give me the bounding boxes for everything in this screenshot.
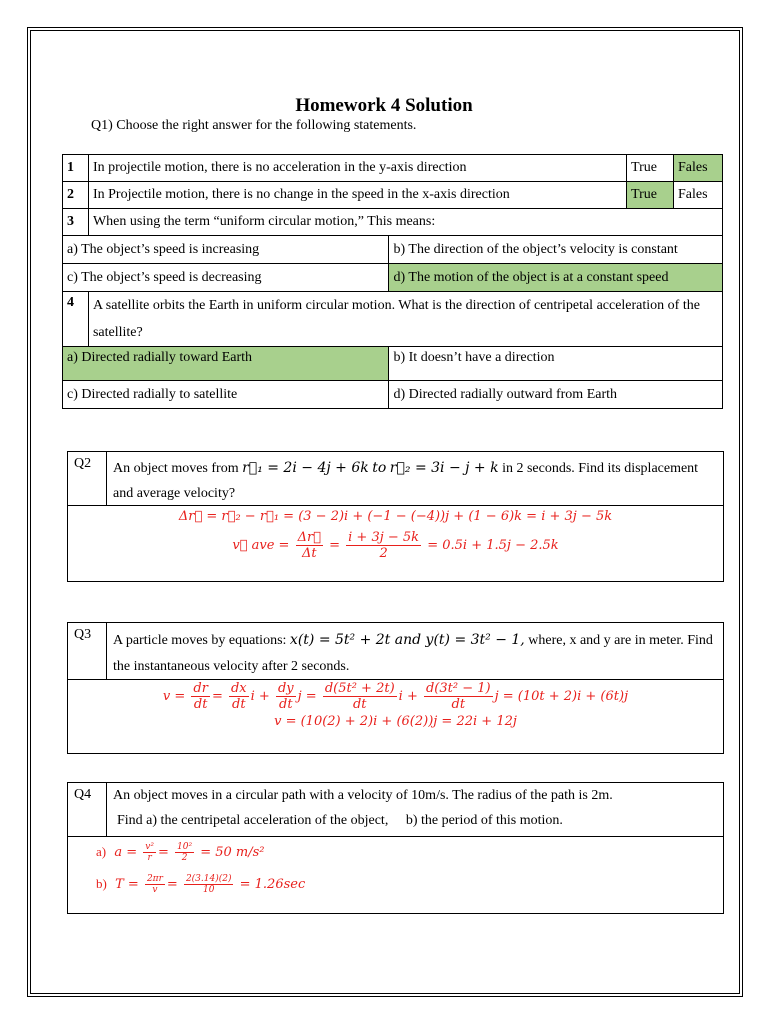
q2-question xyxy=(107,452,723,505)
choice-c: c) The object’s speed is decreasing xyxy=(63,264,389,292)
q4-text-2: Find a) the centripetal acceleration of the object, b) the period of this motion. xyxy=(117,813,563,828)
denominator: dt xyxy=(193,697,208,712)
v-eq: v = xyxy=(162,689,186,704)
numerator: v² xyxy=(145,842,154,852)
q2-frac-1 xyxy=(296,530,323,561)
numerator: dy xyxy=(277,681,294,696)
denominator: dt xyxy=(279,697,293,712)
q4-label: Q4 xyxy=(68,783,107,836)
q3-text-a: A particle moves by equations: xyxy=(113,633,287,648)
denominator: v xyxy=(152,885,158,895)
a-result: = 50 m/s² xyxy=(200,845,265,860)
option-false-selected: Fales xyxy=(673,155,722,182)
a-eq: a = xyxy=(114,845,138,860)
t-eq: T = xyxy=(115,877,139,892)
row-number: 1 xyxy=(63,155,89,182)
choice-b: b) The direction of the object’s velocity is constant xyxy=(389,236,723,264)
frac-2pir-v xyxy=(145,874,165,895)
q2-text-b: in 2 seconds. Find its displacement and average velocity? xyxy=(113,461,699,501)
q1-row-4 xyxy=(63,292,723,347)
q2-frac-2 xyxy=(346,530,421,561)
frac-10sq-2 xyxy=(175,842,194,863)
q1-row-2 xyxy=(63,182,723,209)
q1-row-4-ab xyxy=(63,347,723,381)
q1-row-3-ab xyxy=(63,236,723,264)
q1-row-3 xyxy=(63,209,723,236)
q2-text-a: An object moves from xyxy=(113,461,239,476)
frac-dy-dt xyxy=(276,681,296,712)
numerator: dx xyxy=(230,681,247,696)
frac-v2-r xyxy=(143,842,156,863)
t-result: = 1.26sec xyxy=(239,877,306,892)
statement: In Projectile motion, there is no change in the speed in the x-axis direction xyxy=(88,182,626,209)
denominator: r xyxy=(147,853,152,863)
frac-dy-expanded xyxy=(424,681,493,712)
statement: In projectile motion, there is no acceleration in the y-axis direction xyxy=(88,155,626,182)
frac-dr-dt xyxy=(191,681,210,712)
row-number: 2 xyxy=(63,182,89,209)
choice-d: d) Directed radially outward from Earth xyxy=(389,381,723,409)
q2-vave-label: v⃗ ave = xyxy=(232,538,290,553)
q1-intro: Q1) Choose the right answer for the following statements. xyxy=(91,118,417,133)
q1-table xyxy=(62,154,723,409)
option-true-selected: True xyxy=(627,182,674,209)
frac-values xyxy=(184,874,234,895)
option-false: Fales xyxy=(673,182,722,209)
q4-box xyxy=(67,782,724,914)
row-number: 4 xyxy=(63,292,89,347)
q2-vave-result: = 0.5i + 1.5j − 2.5k xyxy=(427,538,559,553)
q3-box xyxy=(67,622,724,754)
choice-b: b) It doesn’t have a direction xyxy=(389,347,723,381)
q3-question xyxy=(107,623,723,679)
denominator: dt xyxy=(232,697,246,712)
q4-text-1: An object moves in a circular path with a velocity of 10m/s. The radius of the path is 2m. xyxy=(113,788,613,803)
i-plus: i + xyxy=(250,689,270,704)
q3-solution xyxy=(68,680,723,729)
numerator: 2πr xyxy=(146,874,163,884)
q3-velocity-result: v = (10(2) + 2)i + (6(2))j = 22i + 12j xyxy=(274,714,517,729)
choice-d-selected: d) The motion of the object is at a constant speed xyxy=(389,264,723,292)
statement: When using the term “uniform circular motion,” This means: xyxy=(88,209,722,236)
denominator: 10 xyxy=(202,885,215,895)
q4-part-a: a) a = $\frac{\text{v²}}{r}$ = $\frac{\text{10²}}{2}$ = 50 m/s² xyxy=(96,842,265,863)
q2-r1: r⃗₁ = 2i − 4j + 6k xyxy=(242,460,369,476)
row-number: 3 xyxy=(63,209,89,236)
numerator: i + 3j − 5k xyxy=(348,530,420,545)
denominator: dt xyxy=(451,697,466,712)
q3-label: Q3 xyxy=(68,623,107,679)
i-plus: i + xyxy=(398,689,418,704)
q1-row-1 xyxy=(63,155,723,182)
q2-solution xyxy=(68,506,723,561)
part-a-label: a) xyxy=(96,844,107,859)
q2-label: Q2 xyxy=(68,452,107,505)
choice-c: c) Directed radially to satellite xyxy=(63,381,389,409)
numerator: 2(3.14)(2) xyxy=(185,874,232,884)
j-eq: j = xyxy=(297,689,317,704)
denominator: dt xyxy=(352,697,367,712)
choice-a-selected: a) Directed radially toward Earth xyxy=(63,347,389,381)
velocity-expression: j = (10t + 2)i + (6t)j xyxy=(494,689,629,704)
numerator: d(5t² + 2t) xyxy=(324,681,395,696)
page-title: Homework 4 Solution xyxy=(295,95,473,116)
choice-a: a) The object’s speed is increasing xyxy=(63,236,389,264)
numerator: Δr⃗ xyxy=(297,530,321,545)
numerator: d(3t² − 1) xyxy=(425,681,491,696)
denominator: 2 xyxy=(181,853,188,863)
part-b-label: b) xyxy=(96,876,107,891)
q3-text-b: where, x and y are in meter. Find the instantaneous velocity after 2 seconds. xyxy=(113,633,713,674)
option-true: True xyxy=(627,155,674,182)
denominator: 2 xyxy=(379,546,388,561)
q2-displacement: Δr⃗ = r⃗₂ − r⃗₁ = (3 − 2)i + (−1 − (−4))j + (1 − 6)k = i + 3j − 5k xyxy=(178,509,613,524)
q2-avg-velocity: v⃗ ave = $\frac{\Delta r⃗}{\Delta t}$ = $\frac{i + 3j - 5k}{2}$ = 0.5i + 1.5j − 2.5k xyxy=(232,530,559,561)
q4-question xyxy=(107,783,723,836)
q3-equations: x(t) = 5t² + 2t and y(t) = 3t² − 1, xyxy=(289,632,525,648)
q4-solution xyxy=(68,837,723,895)
q1-row-3-cd xyxy=(63,264,723,292)
numerator: dr xyxy=(193,681,208,696)
q2-box xyxy=(67,451,724,582)
q2-to: to xyxy=(372,460,387,476)
q3-velocity-derivation: v = $\frac{dr}{dt}$ = $\frac{dx}{dt}$ i + $\frac{dy}{dt}$ j = $\frac{\text{d(5t² + 2t)}}{dt}$ i + $\frac{\text{d(3t² − 1)}}{dt}$ j = (10t + 2)i + (6t)j xyxy=(162,681,629,712)
statement: A satellite orbits the Earth in uniform circular motion. What is the direction of centripetal acceleration of the satellite? xyxy=(88,292,722,347)
q2-r2: r⃗₂ = 3i − j + k xyxy=(389,460,499,476)
q4-part-b: b) T = $\frac{2\pi r}{v}$ = $\frac{2(3.14)(2)}{10}$ = 1.26sec xyxy=(96,874,306,895)
frac-dx-dt xyxy=(229,681,249,712)
frac-dx-expanded xyxy=(323,681,397,712)
q1-row-4-cd xyxy=(63,381,723,409)
numerator: 10² xyxy=(177,842,193,852)
denominator: Δt xyxy=(301,546,317,561)
